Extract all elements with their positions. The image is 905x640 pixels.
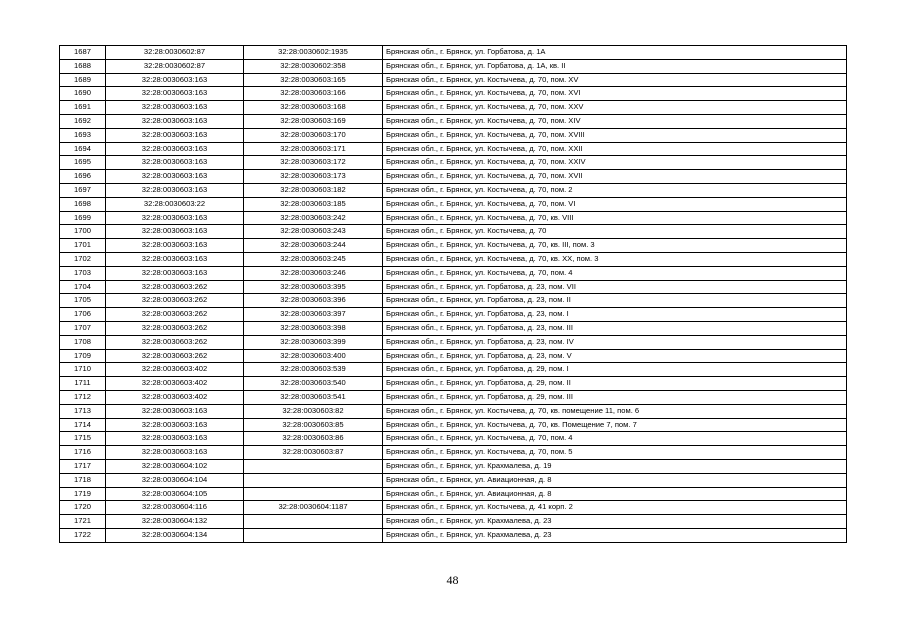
parent-cadastral-number-cell: 32:28:0030603:163 xyxy=(106,183,244,197)
parent-cadastral-number-cell: 32:28:0030603:163 xyxy=(106,446,244,460)
address-cell: Брянская обл., г. Брянск, ул. Костычева, д. 70, пом. XVI xyxy=(383,87,847,101)
address-cell: Брянская обл., г. Брянск, ул. Костычева, д. 70, кв. III, пом. 3 xyxy=(383,239,847,253)
row-number-cell: 1693 xyxy=(60,128,106,142)
parent-cadastral-number-cell: 32:28:0030604:134 xyxy=(106,528,244,542)
row-number-cell: 1708 xyxy=(60,335,106,349)
address-cell: Брянская обл., г. Брянск, ул. Костычева, д. 70, пом. XVIII xyxy=(383,128,847,142)
address-cell: Брянская обл., г. Брянск, ул. Горбатова, д. 23, пом. II xyxy=(383,294,847,308)
row-number-cell: 1705 xyxy=(60,294,106,308)
parent-cadastral-number-cell: 32:28:0030603:163 xyxy=(106,73,244,87)
address-cell: Брянская обл., г. Брянск, ул. Костычева, д. 70, пом. 5 xyxy=(383,446,847,460)
table-row xyxy=(60,404,847,418)
row-number-cell: 1697 xyxy=(60,183,106,197)
parent-cadastral-number-cell: 32:28:0030603:163 xyxy=(106,142,244,156)
table-row xyxy=(60,432,847,446)
row-number-cell: 1709 xyxy=(60,349,106,363)
parent-cadastral-number-cell: 32:28:0030603:262 xyxy=(106,294,244,308)
address-cell: Брянская обл., г. Брянск, ул. Горбатова, д. 23, пом. III xyxy=(383,321,847,335)
table-row xyxy=(60,170,847,184)
object-cadastral-number-cell: 32:28:0030604:1187 xyxy=(244,501,383,515)
row-number-cell: 1719 xyxy=(60,487,106,501)
parent-cadastral-number-cell: 32:28:0030603:163 xyxy=(106,170,244,184)
table-row xyxy=(60,280,847,294)
parent-cadastral-number-cell: 32:28:0030603:22 xyxy=(106,197,244,211)
parent-cadastral-number-cell: 32:28:0030603:262 xyxy=(106,321,244,335)
object-cadastral-number-cell: 32:28:0030603:173 xyxy=(244,170,383,184)
row-number-cell: 1691 xyxy=(60,101,106,115)
address-cell: Брянская обл., г. Брянск, ул. Горбатова, д. 29, пом. III xyxy=(383,390,847,404)
table-row xyxy=(60,59,847,73)
address-cell: Брянская обл., г. Брянск, ул. Горбатова, д. 1А xyxy=(383,46,847,60)
object-cadastral-number-cell: 32:28:0030603:245 xyxy=(244,252,383,266)
row-number-cell: 1695 xyxy=(60,156,106,170)
object-cadastral-number-cell: 32:28:0030603:165 xyxy=(244,73,383,87)
row-number-cell: 1722 xyxy=(60,528,106,542)
address-cell: Брянская обл., г. Брянск, ул. Горбатова, д. 23, пом. VII xyxy=(383,280,847,294)
parent-cadastral-number-cell: 32:28:0030603:262 xyxy=(106,349,244,363)
table-row xyxy=(60,487,847,501)
page-number: 48 xyxy=(446,573,459,587)
table-row xyxy=(60,87,847,101)
object-cadastral-number-cell: 32:28:0030603:172 xyxy=(244,156,383,170)
table-row xyxy=(60,128,847,142)
parent-cadastral-number-cell: 32:28:0030603:262 xyxy=(106,308,244,322)
object-cadastral-number-cell: 32:28:0030603:85 xyxy=(244,418,383,432)
address-cell: Брянская обл., г. Брянск, ул. Костычева, д. 70, пом. XV xyxy=(383,73,847,87)
row-number-cell: 1706 xyxy=(60,308,106,322)
address-cell: Брянская обл., г. Брянск, ул. Костычева, д. 41 корп. 2 xyxy=(383,501,847,515)
object-cadastral-number-cell: 32:28:0030603:166 xyxy=(244,87,383,101)
address-cell: Брянская обл., г. Брянск, ул. Авиационная, д. 8 xyxy=(383,487,847,501)
table-row xyxy=(60,515,847,529)
parent-cadastral-number-cell: 32:28:0030603:163 xyxy=(106,87,244,101)
parent-cadastral-number-cell: 32:28:0030602:87 xyxy=(106,46,244,60)
object-cadastral-number-cell xyxy=(244,515,383,529)
table-row xyxy=(60,501,847,515)
address-cell: Брянская обл., г. Брянск, ул. Костычева, д. 70, пом. 4 xyxy=(383,432,847,446)
registry-table-body xyxy=(60,46,847,543)
parent-cadastral-number-cell: 32:28:0030603:163 xyxy=(106,239,244,253)
parent-cadastral-number-cell: 32:28:0030604:116 xyxy=(106,501,244,515)
parent-cadastral-number-cell: 32:28:0030603:163 xyxy=(106,418,244,432)
table-row xyxy=(60,294,847,308)
parent-cadastral-number-cell: 32:28:0030603:163 xyxy=(106,128,244,142)
row-number-cell: 1712 xyxy=(60,390,106,404)
address-cell: Брянская обл., г. Брянск, ул. Горбатова, д. 29, пом. I xyxy=(383,363,847,377)
address-cell: Брянская обл., г. Брянск, ул. Костычева, д. 70 xyxy=(383,225,847,239)
table-row xyxy=(60,225,847,239)
table-row xyxy=(60,197,847,211)
table-row xyxy=(60,363,847,377)
object-cadastral-number-cell: 32:28:0030603:169 xyxy=(244,114,383,128)
address-cell: Брянская обл., г. Брянск, ул. Горбатова, д. 1А, кв. II xyxy=(383,59,847,73)
parent-cadastral-number-cell: 32:28:0030603:163 xyxy=(106,404,244,418)
object-cadastral-number-cell: 32:28:0030603:396 xyxy=(244,294,383,308)
table-row xyxy=(60,211,847,225)
row-number-cell: 1718 xyxy=(60,473,106,487)
row-number-cell: 1702 xyxy=(60,252,106,266)
object-cadastral-number-cell: 32:28:0030603:400 xyxy=(244,349,383,363)
table-row xyxy=(60,377,847,391)
table-row xyxy=(60,156,847,170)
row-number-cell: 1703 xyxy=(60,266,106,280)
parent-cadastral-number-cell: 32:28:0030603:163 xyxy=(106,266,244,280)
parent-cadastral-number-cell: 32:28:0030602:87 xyxy=(106,59,244,73)
address-cell: Брянская обл., г. Брянск, ул. Крахмалева, д. 23 xyxy=(383,528,847,542)
row-number-cell: 1715 xyxy=(60,432,106,446)
object-cadastral-number-cell: 32:28:0030603:242 xyxy=(244,211,383,225)
row-number-cell: 1721 xyxy=(60,515,106,529)
parent-cadastral-number-cell: 32:28:0030604:102 xyxy=(106,459,244,473)
address-cell: Брянская обл., г. Брянск, ул. Горбатова, д. 29, пом. II xyxy=(383,377,847,391)
address-cell: Брянская обл., г. Брянск, ул. Костычева, д. 70, пом. XXII xyxy=(383,142,847,156)
address-cell: Брянская обл., г. Брянск, ул. Костычева, д. 70, пом. VI xyxy=(383,197,847,211)
object-cadastral-number-cell xyxy=(244,528,383,542)
object-cadastral-number-cell: 32:28:0030603:399 xyxy=(244,335,383,349)
row-number-cell: 1704 xyxy=(60,280,106,294)
row-number-cell: 1689 xyxy=(60,73,106,87)
table-row xyxy=(60,46,847,60)
address-cell: Брянская обл., г. Брянск, ул. Костычева, д. 70, пом. XVII xyxy=(383,170,847,184)
row-number-cell: 1696 xyxy=(60,170,106,184)
table-row xyxy=(60,114,847,128)
row-number-cell: 1720 xyxy=(60,501,106,515)
parent-cadastral-number-cell: 32:28:0030603:262 xyxy=(106,280,244,294)
parent-cadastral-number-cell: 32:28:0030603:163 xyxy=(106,101,244,115)
address-cell: Брянская обл., г. Брянск, ул. Костычева, д. 70, пом. 4 xyxy=(383,266,847,280)
parent-cadastral-number-cell: 32:28:0030603:163 xyxy=(106,156,244,170)
object-cadastral-number-cell: 32:28:0030603:87 xyxy=(244,446,383,460)
row-number-cell: 1713 xyxy=(60,404,106,418)
object-cadastral-number-cell: 32:28:0030603:243 xyxy=(244,225,383,239)
address-cell: Брянская обл., г. Брянск, ул. Костычева, д. 70, пом. XXIV xyxy=(383,156,847,170)
object-cadastral-number-cell: 32:28:0030603:168 xyxy=(244,101,383,115)
object-cadastral-number-cell: 32:28:0030603:395 xyxy=(244,280,383,294)
address-cell: Брянская обл., г. Брянск, ул. Крахмалева, д. 19 xyxy=(383,459,847,473)
row-number-cell: 1717 xyxy=(60,459,106,473)
address-cell: Брянская обл., г. Брянск, ул. Костычева, д. 70, пом. XIV xyxy=(383,114,847,128)
table-row xyxy=(60,473,847,487)
table-row xyxy=(60,321,847,335)
object-cadastral-number-cell: 32:28:0030603:82 xyxy=(244,404,383,418)
parent-cadastral-number-cell: 32:28:0030603:163 xyxy=(106,432,244,446)
address-cell: Брянская обл., г. Брянск, ул. Костычева, д. 70, кв. VIII xyxy=(383,211,847,225)
table-row xyxy=(60,335,847,349)
row-number-cell: 1716 xyxy=(60,446,106,460)
parent-cadastral-number-cell: 32:28:0030603:402 xyxy=(106,377,244,391)
table-row xyxy=(60,349,847,363)
parent-cadastral-number-cell: 32:28:0030603:402 xyxy=(106,390,244,404)
table-row xyxy=(60,459,847,473)
object-cadastral-number-cell: 32:28:0030602:1935 xyxy=(244,46,383,60)
row-number-cell: 1711 xyxy=(60,377,106,391)
object-cadastral-number-cell: 32:28:0030603:540 xyxy=(244,377,383,391)
object-cadastral-number-cell: 32:28:0030603:541 xyxy=(244,390,383,404)
row-number-cell: 1690 xyxy=(60,87,106,101)
parent-cadastral-number-cell: 32:28:0030604:104 xyxy=(106,473,244,487)
table-row xyxy=(60,308,847,322)
object-cadastral-number-cell: 32:28:0030603:182 xyxy=(244,183,383,197)
table-row xyxy=(60,239,847,253)
parent-cadastral-number-cell: 32:28:0030603:163 xyxy=(106,252,244,266)
row-number-cell: 1714 xyxy=(60,418,106,432)
object-cadastral-number-cell xyxy=(244,487,383,501)
object-cadastral-number-cell: 32:28:0030603:86 xyxy=(244,432,383,446)
object-cadastral-number-cell: 32:28:0030603:246 xyxy=(244,266,383,280)
row-number-cell: 1698 xyxy=(60,197,106,211)
row-number-cell: 1688 xyxy=(60,59,106,73)
address-cell: Брянская обл., г. Брянск, ул. Крахмалева, д. 23 xyxy=(383,515,847,529)
object-cadastral-number-cell: 32:28:0030603:171 xyxy=(244,142,383,156)
parent-cadastral-number-cell: 32:28:0030603:163 xyxy=(106,114,244,128)
row-number-cell: 1701 xyxy=(60,239,106,253)
table-row xyxy=(60,266,847,280)
row-number-cell: 1707 xyxy=(60,321,106,335)
address-cell: Брянская обл., г. Брянск, ул. Костычева, д. 70, кв. Помещение 7, пом. 7 xyxy=(383,418,847,432)
object-cadastral-number-cell: 32:28:0030603:170 xyxy=(244,128,383,142)
address-cell: Брянская обл., г. Брянск, ул. Костычева, д. 70, пом. 2 xyxy=(383,183,847,197)
parent-cadastral-number-cell: 32:28:0030603:163 xyxy=(106,225,244,239)
address-cell: Брянская обл., г. Брянск, ул. Костычева, д. 70, кв. помещение 11, пом. 6 xyxy=(383,404,847,418)
object-cadastral-number-cell: 32:28:0030603:244 xyxy=(244,239,383,253)
row-number-cell: 1699 xyxy=(60,211,106,225)
row-number-cell: 1694 xyxy=(60,142,106,156)
row-number-cell: 1710 xyxy=(60,363,106,377)
object-cadastral-number-cell: 32:28:0030603:539 xyxy=(244,363,383,377)
row-number-cell: 1700 xyxy=(60,225,106,239)
address-cell: Брянская обл., г. Брянск, ул. Костычева, д. 70, кв. XX, пом. 3 xyxy=(383,252,847,266)
registry-table xyxy=(59,45,847,543)
address-cell: Брянская обл., г. Брянск, ул. Костычева, д. 70, пом. XXV xyxy=(383,101,847,115)
parent-cadastral-number-cell: 32:28:0030603:163 xyxy=(106,211,244,225)
object-cadastral-number-cell xyxy=(244,459,383,473)
address-cell: Брянская обл., г. Брянск, ул. Горбатова, д. 23, пом. V xyxy=(383,349,847,363)
object-cadastral-number-cell: 32:28:0030603:397 xyxy=(244,308,383,322)
address-cell: Брянская обл., г. Брянск, ул. Горбатова, д. 23, пом. IV xyxy=(383,335,847,349)
table-row xyxy=(60,390,847,404)
table-row xyxy=(60,183,847,197)
table-row xyxy=(60,142,847,156)
object-cadastral-number-cell: 32:28:0030603:185 xyxy=(244,197,383,211)
address-cell: Брянская обл., г. Брянск, ул. Горбатова, д. 23, пом. I xyxy=(383,308,847,322)
object-cadastral-number-cell: 32:28:0030602:358 xyxy=(244,59,383,73)
address-cell: Брянская обл., г. Брянск, ул. Авиационная, д. 8 xyxy=(383,473,847,487)
row-number-cell: 1692 xyxy=(60,114,106,128)
table-row xyxy=(60,528,847,542)
parent-cadastral-number-cell: 32:28:0030603:262 xyxy=(106,335,244,349)
object-cadastral-number-cell: 32:28:0030603:398 xyxy=(244,321,383,335)
parent-cadastral-number-cell: 32:28:0030604:132 xyxy=(106,515,244,529)
table-row xyxy=(60,418,847,432)
table-row xyxy=(60,446,847,460)
parent-cadastral-number-cell: 32:28:0030604:105 xyxy=(106,487,244,501)
table-row xyxy=(60,101,847,115)
table-row xyxy=(60,252,847,266)
table-row xyxy=(60,73,847,87)
row-number-cell: 1687 xyxy=(60,46,106,60)
object-cadastral-number-cell xyxy=(244,473,383,487)
parent-cadastral-number-cell: 32:28:0030603:402 xyxy=(106,363,244,377)
